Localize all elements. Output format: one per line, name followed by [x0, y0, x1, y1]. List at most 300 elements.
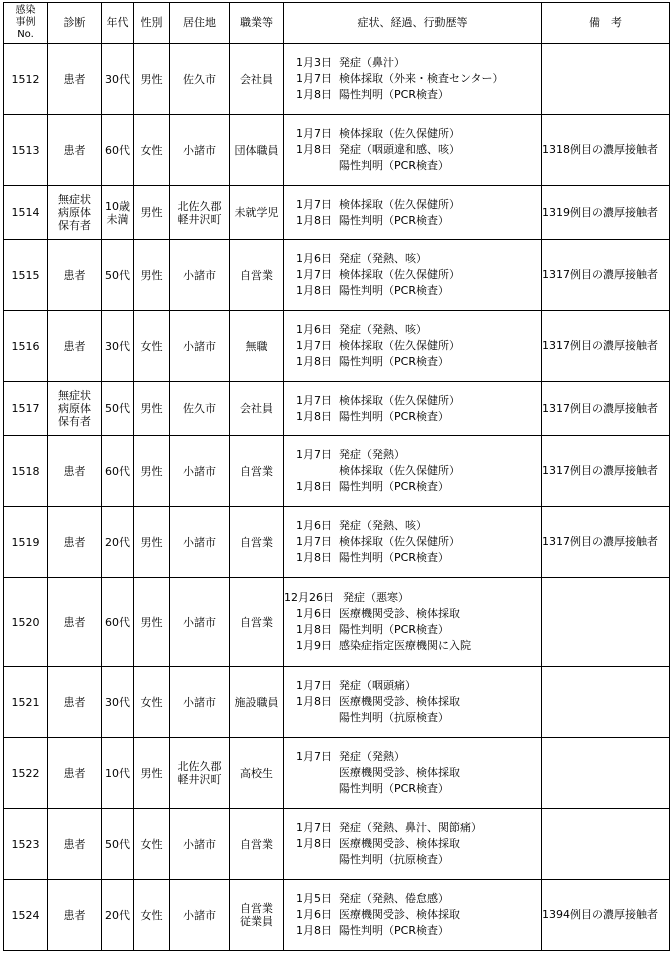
history-date: 1月8日 [296, 695, 332, 708]
history-text: 陽性判明（PCR検査） [339, 355, 449, 368]
occupation-cell [230, 382, 284, 436]
diagnosis-cell-line: 患者 [63, 695, 86, 709]
diagnosis-cell [48, 880, 102, 951]
residence-cell-line: 北佐久郡 [177, 199, 222, 213]
case-no-cell: 1524 [4, 880, 48, 951]
history-text: 陽性判明（PCR検査） [339, 88, 449, 101]
occupation-cell [230, 240, 284, 311]
history-date [284, 765, 332, 781]
sex-cell: 女性 [134, 880, 170, 951]
history-line [284, 283, 541, 299]
occupation-cell-line: 団体職員 [234, 143, 279, 157]
history-line [284, 213, 541, 229]
history-line [284, 534, 541, 550]
diagnosis-cell-line: 患者 [63, 72, 86, 86]
occupation-cell [230, 115, 284, 186]
residence-cell-line: 軽井沢町 [177, 773, 222, 786]
case-no-cell: 1522 [4, 738, 48, 809]
history-date: 1月7日 [296, 679, 332, 692]
header-case-no-line: 感染 [15, 5, 36, 16]
history-text: 感染症指定医療機関に入院 [339, 639, 471, 652]
remarks-cell: 1319例目の濃厚接触者 [542, 186, 670, 240]
case-no-cell: 1521 [4, 667, 48, 738]
header-case-no-line: No. [17, 29, 34, 40]
remarks-cell: 1318例目の濃厚接触者 [542, 115, 670, 186]
residence-cell-line: 佐久市 [183, 402, 216, 415]
history-line [284, 606, 541, 622]
remarks-cell: 1394例目の濃厚接触者 [542, 880, 670, 951]
history-cell [284, 738, 542, 809]
age-cell-line: 60代 [105, 464, 130, 478]
history-line [284, 197, 541, 213]
sex-cell: 女性 [134, 115, 170, 186]
history-text: 発症（発熱、咳） [339, 519, 427, 532]
remarks-cell: 1317例目の濃厚接触者 [542, 311, 670, 382]
residence-cell [170, 809, 230, 880]
residence-cell [170, 311, 230, 382]
diagnosis-cell-line: 患者 [63, 339, 86, 353]
history-text: 陽性判明（抗原検査） [339, 711, 449, 724]
history-text: 検体採取（佐久保健所） [339, 127, 460, 140]
age-cell-line: 20代 [105, 908, 130, 922]
case-no-cell: 1513 [4, 115, 48, 186]
case-no-cell: 1514 [4, 186, 48, 240]
history-date [284, 158, 332, 174]
table-row [4, 667, 670, 738]
age-cell-line: 50代 [105, 837, 130, 851]
history-cell [284, 240, 542, 311]
diagnosis-cell-line: 無症状 [58, 389, 91, 402]
history-date: 1月7日 [296, 339, 332, 352]
history-text: 発症（咽頭痛） [339, 679, 416, 692]
occupation-cell-line: 自営業 [240, 464, 273, 478]
sex-cell: 男性 [134, 44, 170, 115]
history-date: 1月8日 [296, 355, 332, 368]
age-cell-line: 10代 [105, 766, 130, 780]
age-cell [102, 667, 134, 738]
history-text: 検体採取（佐久保健所） [339, 268, 460, 281]
occupation-cell [230, 578, 284, 667]
history-cell [284, 186, 542, 240]
sex-cell: 男性 [134, 578, 170, 667]
history-text: 陽性判明（PCR検査） [339, 924, 449, 937]
table-row [4, 436, 670, 507]
diagnosis-cell-line: 患者 [63, 766, 86, 780]
residence-cell-line: 小諸市 [183, 339, 216, 353]
history-date: 1月8日 [296, 143, 332, 156]
occupation-cell-line: 無職 [245, 339, 268, 353]
history-text: 検体採取（佐久保健所） [339, 393, 460, 407]
history-text: 医療機関受診、検体採取 [339, 695, 460, 708]
residence-cell [170, 578, 230, 667]
diagnosis-cell [48, 44, 102, 115]
history-line [284, 678, 541, 694]
history-line [284, 907, 541, 923]
sex-cell: 男性 [134, 738, 170, 809]
remarks-cell: 1317例目の濃厚接触者 [542, 507, 670, 578]
diagnosis-cell [48, 436, 102, 507]
history-text: 陽性判明（PCR検査） [339, 480, 449, 493]
header-age: 年代 [102, 3, 134, 44]
table-row [4, 311, 670, 382]
age-cell [102, 578, 134, 667]
diagnosis-cell-line: 保有者 [58, 219, 91, 232]
age-cell-line: 60代 [105, 143, 130, 157]
history-line [284, 765, 541, 781]
header-case-no [4, 3, 48, 44]
history-line [284, 550, 541, 566]
history-text: 発症（発熱） [339, 750, 405, 763]
history-line [284, 852, 541, 868]
history-date: 1月6日 [296, 908, 332, 921]
age-cell [102, 186, 134, 240]
history-date: 1月8日 [296, 924, 332, 937]
occupation-cell [230, 667, 284, 738]
history-date: 1月7日 [296, 535, 332, 548]
history-line [284, 518, 541, 534]
history-line [284, 251, 541, 267]
occupation-cell [230, 738, 284, 809]
history-date: 1月7日 [296, 127, 332, 140]
history-text: 検体採取（佐久保健所） [339, 535, 460, 548]
residence-cell [170, 507, 230, 578]
remarks-cell [542, 809, 670, 880]
history-line [284, 710, 541, 726]
history-line [284, 781, 541, 797]
history-line [284, 447, 541, 463]
history-date: 1月8日 [296, 623, 332, 636]
diagnosis-cell-line: 保有者 [58, 415, 91, 428]
diagnosis-cell-line: 病原体 [58, 206, 91, 219]
history-line [284, 71, 541, 87]
age-cell-line: 30代 [105, 695, 130, 709]
header-occupation: 職業等 [230, 3, 284, 44]
history-line [284, 55, 541, 71]
remarks-cell [542, 44, 670, 115]
history-line [284, 923, 541, 939]
history-date: 1月8日 [296, 837, 332, 850]
age-cell [102, 44, 134, 115]
diagnosis-cell [48, 240, 102, 311]
residence-cell [170, 436, 230, 507]
case-no-cell: 1520 [4, 578, 48, 667]
header-diagnosis: 診断 [48, 3, 102, 44]
residence-cell [170, 240, 230, 311]
residence-cell [170, 186, 230, 240]
history-text: 医療機関受診、検体採取 [339, 837, 460, 850]
history-line [284, 463, 541, 479]
age-cell-line: 50代 [105, 402, 130, 415]
history-line [284, 836, 541, 852]
history-cell [284, 667, 542, 738]
residence-cell-line: 小諸市 [183, 268, 216, 282]
history-line [284, 891, 541, 907]
history-text: 陽性判明（PCR検査） [339, 213, 449, 227]
history-line [284, 694, 541, 710]
history-line [284, 638, 541, 654]
diagnosis-cell [48, 809, 102, 880]
table-row [4, 880, 670, 951]
residence-cell-line: 小諸市 [183, 535, 216, 549]
history-date: 1月7日 [296, 72, 332, 85]
history-cell [284, 880, 542, 951]
residence-cell [170, 880, 230, 951]
age-cell-line: 10歳 [105, 199, 130, 213]
history-line [284, 393, 541, 409]
table-row [4, 240, 670, 311]
history-date: 1月7日 [296, 393, 332, 407]
table-row [4, 115, 670, 186]
history-text: 発症（発熱、咳） [339, 323, 427, 336]
age-cell-line: 30代 [105, 339, 130, 353]
diagnosis-cell-line: 病原体 [58, 402, 91, 415]
case-no-cell: 1515 [4, 240, 48, 311]
table-row [4, 382, 670, 436]
history-cell [284, 311, 542, 382]
sex-cell: 男性 [134, 382, 170, 436]
age-cell-line: 20代 [105, 535, 130, 549]
history-date: 1月7日 [296, 197, 332, 211]
history-text: 発症（発熱） [339, 448, 405, 461]
diagnosis-cell-line: 患者 [63, 464, 86, 478]
remarks-cell: 1317例目の濃厚接触者 [542, 382, 670, 436]
history-line [284, 749, 541, 765]
diagnosis-cell [48, 507, 102, 578]
history-text: 陽性判明（抗原検査） [339, 853, 449, 866]
history-date: 1月8日 [296, 213, 332, 227]
residence-cell-line: 小諸市 [183, 615, 216, 629]
history-text: 陽性判明（PCR検査） [339, 623, 449, 636]
sex-cell: 男性 [134, 436, 170, 507]
occupation-cell [230, 186, 284, 240]
history-cell [284, 115, 542, 186]
history-line [284, 479, 541, 495]
history-text: 検体採取（佐久保健所） [339, 197, 460, 211]
age-cell [102, 240, 134, 311]
occupation-cell-line: 会社員 [240, 72, 273, 86]
occupation-cell-line: 施設職員 [234, 695, 279, 709]
history-text: 発症（鼻汁） [339, 56, 405, 69]
sex-cell: 女性 [134, 809, 170, 880]
history-date: 1月7日 [296, 750, 332, 763]
table-header-row [4, 3, 670, 44]
diagnosis-cell-line: 患者 [63, 535, 86, 549]
residence-cell [170, 44, 230, 115]
occupation-cell-line: 自営業 [240, 535, 273, 549]
age-cell-line: 30代 [105, 72, 130, 86]
occupation-cell [230, 507, 284, 578]
sex-cell: 女性 [134, 667, 170, 738]
occupation-cell-line: 自営業 [240, 902, 273, 915]
history-date: 1月6日 [296, 252, 332, 265]
table-row [4, 809, 670, 880]
occupation-cell-line: 自営業 [240, 615, 273, 629]
case-no-cell: 1516 [4, 311, 48, 382]
history-date [284, 463, 332, 479]
history-date: 1月6日 [296, 607, 332, 620]
history-text: 医療機関受診、検体採取 [339, 908, 460, 921]
age-cell [102, 880, 134, 951]
residence-cell-line: 小諸市 [183, 143, 216, 157]
age-cell [102, 115, 134, 186]
diagnosis-cell-line: 患者 [63, 837, 86, 851]
table-row [4, 507, 670, 578]
history-cell [284, 578, 542, 667]
diagnosis-cell-line: 患者 [63, 615, 86, 629]
history-line [284, 158, 541, 174]
table-row [4, 44, 670, 115]
history-date: 1月7日 [296, 448, 332, 461]
header-remarks: 備 考 [542, 3, 670, 44]
age-cell [102, 738, 134, 809]
case-no-cell: 1512 [4, 44, 48, 115]
history-line [284, 322, 541, 338]
history-line [284, 622, 541, 638]
history-date: 1月5日 [296, 892, 332, 905]
residence-cell [170, 115, 230, 186]
history-line [284, 87, 541, 103]
history-date: 1月7日 [296, 268, 332, 281]
occupation-cell [230, 311, 284, 382]
residence-cell-line: 小諸市 [183, 695, 216, 709]
history-cell [284, 507, 542, 578]
sex-cell: 女性 [134, 311, 170, 382]
history-text: 発症（発熱、咳） [339, 252, 427, 265]
diagnosis-cell [48, 311, 102, 382]
diagnosis-cell-line: 患者 [63, 143, 86, 157]
history-date [284, 710, 332, 726]
case-table [3, 2, 670, 951]
history-date: 1月9日 [296, 639, 332, 652]
history-date: 12月26日 [284, 591, 334, 604]
sex-cell: 男性 [134, 186, 170, 240]
history-text: 検体採取（佐久保健所） [339, 464, 460, 477]
occupation-cell-line: 未就学児 [234, 206, 279, 219]
age-cell [102, 507, 134, 578]
history-text: 陽性判明（PCR検査） [339, 284, 449, 297]
occupation-cell-line: 自営業 [240, 837, 273, 851]
case-no-cell: 1518 [4, 436, 48, 507]
occupation-cell-line: 高校生 [240, 766, 273, 780]
table-row [4, 186, 670, 240]
table-row [4, 578, 670, 667]
history-text: 発症（発熱、鼻汁、関節痛） [339, 821, 482, 834]
history-text: 検体採取（佐久保健所） [339, 339, 460, 352]
history-text: 医療機関受診、検体採取 [339, 766, 460, 779]
residence-cell-line: 小諸市 [183, 464, 216, 478]
history-line [284, 338, 541, 354]
remarks-cell [542, 578, 670, 667]
diagnosis-cell [48, 186, 102, 240]
history-text: 発症（悪寒） [343, 591, 409, 604]
history-line [284, 590, 541, 606]
header-sex: 性別 [134, 3, 170, 44]
diagnosis-cell [48, 667, 102, 738]
history-text: 発症（発熱、倦怠感） [339, 892, 449, 905]
residence-cell-line: 軽井沢町 [177, 212, 222, 226]
history-date: 1月8日 [296, 480, 332, 493]
sex-cell: 男性 [134, 240, 170, 311]
residence-cell-line: 北佐久郡 [177, 760, 222, 773]
history-text: 医療機関受診、検体採取 [339, 607, 460, 620]
case-no-cell: 1517 [4, 382, 48, 436]
history-cell [284, 382, 542, 436]
history-date: 1月6日 [296, 323, 332, 336]
history-line [284, 142, 541, 158]
history-line [284, 409, 541, 425]
age-cell-line: 50代 [105, 268, 130, 282]
case-no-cell: 1523 [4, 809, 48, 880]
diagnosis-cell-line: 無症状 [58, 193, 91, 206]
history-text: 発症（咽頭違和感、咳） [339, 143, 460, 156]
history-cell [284, 809, 542, 880]
residence-cell-line: 小諸市 [183, 908, 216, 922]
history-text: 陽性判明（PCR検査） [339, 551, 449, 564]
history-date [284, 852, 332, 868]
occupation-cell-line: 従業員 [240, 915, 273, 928]
history-line [284, 820, 541, 836]
diagnosis-cell-line: 患者 [63, 908, 86, 922]
diagnosis-cell-line: 患者 [63, 268, 86, 282]
history-text: 陽性判明（PCR検査） [339, 159, 449, 172]
remarks-cell [542, 738, 670, 809]
history-date: 1月8日 [296, 284, 332, 297]
history-date: 1月6日 [296, 519, 332, 532]
residence-cell-line: 佐久市 [183, 72, 216, 86]
age-cell [102, 809, 134, 880]
header-history: 症状、経過、行動歴等 [284, 3, 542, 44]
history-line [284, 267, 541, 283]
occupation-cell [230, 809, 284, 880]
case-no-cell: 1519 [4, 507, 48, 578]
history-line [284, 354, 541, 370]
history-line [284, 126, 541, 142]
residence-cell-line: 小諸市 [183, 837, 216, 851]
remarks-cell [542, 667, 670, 738]
age-cell [102, 311, 134, 382]
history-text: 陽性判明（PCR検査） [339, 782, 449, 795]
occupation-cell [230, 44, 284, 115]
age-cell [102, 436, 134, 507]
case-table-body [4, 44, 670, 951]
age-cell [102, 382, 134, 436]
sex-cell: 男性 [134, 507, 170, 578]
age-cell-line: 未満 [106, 212, 129, 226]
history-date: 1月8日 [296, 409, 332, 423]
history-date [284, 781, 332, 797]
table-row [4, 738, 670, 809]
occupation-cell-line: 会社員 [240, 402, 273, 415]
history-date: 1月3日 [296, 56, 332, 69]
diagnosis-cell [48, 578, 102, 667]
residence-cell [170, 667, 230, 738]
history-text: 陽性判明（PCR検査） [339, 409, 449, 423]
age-cell-line: 60代 [105, 615, 130, 629]
history-date: 1月8日 [296, 551, 332, 564]
diagnosis-cell [48, 382, 102, 436]
residence-cell [170, 382, 230, 436]
occupation-cell-line: 自営業 [240, 268, 273, 282]
occupation-cell [230, 436, 284, 507]
occupation-cell [230, 880, 284, 951]
history-date: 1月7日 [296, 821, 332, 834]
history-cell [284, 436, 542, 507]
header-case-no-line: 事例 [15, 17, 36, 28]
history-text: 検体採取（外来・検査センター） [339, 72, 504, 85]
residence-cell [170, 738, 230, 809]
remarks-cell: 1317例目の濃厚接触者 [542, 436, 670, 507]
diagnosis-cell [48, 115, 102, 186]
